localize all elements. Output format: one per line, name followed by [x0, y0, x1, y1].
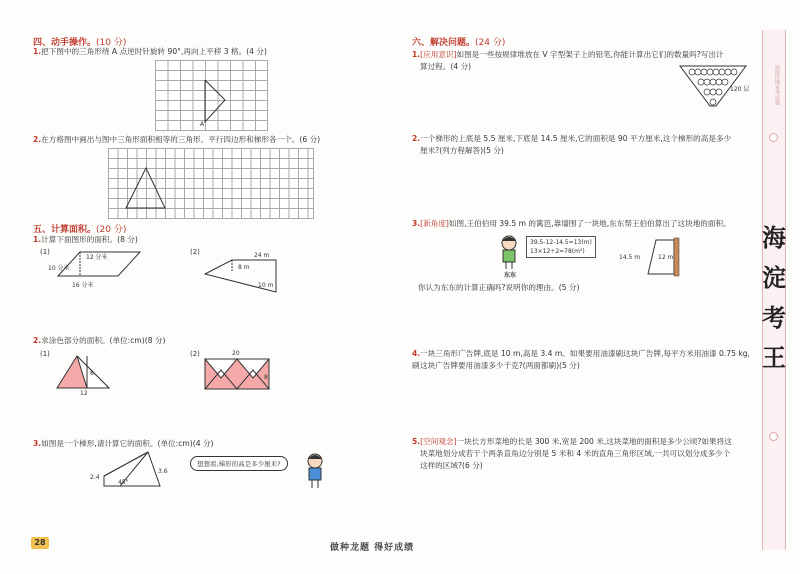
question-text: 如图是一些按规律堆放在 V 字型架子上的铅笔,你能计算出它们的数量吗?写出计 [456, 50, 724, 59]
question-6-2 [412, 133, 752, 145]
side-title-char: 考 [762, 303, 786, 332]
figure-label: (1) [40, 248, 50, 256]
section-number: 五、 [33, 225, 52, 235]
dimension-label: 10 m [258, 282, 274, 289]
calculation-line: 13×12÷2=78(m²) [530, 248, 585, 255]
question-text-cont: 这块广告牌要用油漆多少千克?(两面都刷)(5 分) [420, 361, 580, 370]
question-text: 把下图中的三角形绕 A 点逆时针旋转 90°,再向上平移 3 格。(4 分) [41, 47, 267, 56]
question-text: 如图,王伯伯用 39.5 m 的篱笆,靠墙围了一块地,东东帮王伯伯算出了这块地的面积。 [448, 219, 731, 228]
dimension-label: 20 [232, 350, 240, 357]
question-number: 2. [33, 135, 42, 144]
question-5-1 [33, 234, 138, 246]
section-title: 解决问题。 [430, 38, 476, 48]
question-text: 求涂色部分的面积。(单位:cm)(8 分) [41, 336, 166, 345]
trapezoid-problem-figure [100, 450, 164, 490]
character-name: 东东 [504, 272, 517, 279]
question-tag: [应用意识] [420, 50, 457, 59]
question-number: 5. [412, 437, 421, 446]
question-text-cont: 厘米?(列方程解答)(5 分) [420, 146, 504, 155]
area-triangle [108, 148, 315, 220]
question-number: 3. [33, 439, 42, 448]
dimension-label: 2.4 [90, 474, 100, 481]
section-score: (24 分) [475, 38, 506, 48]
question-tag: [新角度] [420, 219, 449, 228]
dimension-label: 24 m [254, 252, 270, 259]
figure-label: (2) [190, 350, 200, 358]
question-number: 2. [412, 134, 421, 143]
dimension-label: 10 分米 [48, 265, 70, 272]
question-number: 1. [33, 47, 42, 56]
question-4-2 [33, 134, 320, 146]
question-number: 3. [412, 219, 421, 228]
footer-slogan: 做种龙题 得好成绩 [330, 543, 415, 553]
question-text: 一块三角形广告牌,底是 10 m,高是 3.4 m。如果要用油漆刷这块广告牌,每平方米用油漆 0.75 kg,刷 [412, 349, 750, 370]
dimension-label: 12 m [658, 254, 674, 261]
dimension-label: 3.6 [158, 468, 168, 475]
rotation-triangle [155, 60, 269, 132]
section-6-heading [412, 35, 505, 48]
dimension-label: 16 分米 [72, 282, 94, 289]
side-title-char: 海 [762, 223, 786, 252]
figure-label: (1) [40, 350, 50, 358]
side-title-char: 淀 [762, 263, 786, 292]
question-text: 一个梯形的上底是 5.5 厘米,下底是 14.5 厘米,它的面积是 90 平方厘米,这个梯形的高是多少 [420, 134, 732, 143]
side-subtitle: 海淀区期末考试题 [774, 65, 780, 105]
section-score: (20 分) [96, 225, 127, 235]
trapezoid-figure [200, 252, 290, 298]
question-number: 1. [33, 235, 42, 244]
question-text: 一块长方形菜地的长是 300 米,宽是 200 米,这块菜地的面积是多少公顷?如果将这 [456, 437, 732, 446]
question-text-cont: 你认为东东的计算正确吗?说明你的理由。(5 分) [418, 283, 580, 292]
question-text: 在方格图中画出与图中三角形面积相等的三角形、平行四边形和梯形各一个。(6 分) [41, 135, 321, 144]
shaded-triangle-figure [55, 352, 115, 394]
page-number: 28 [31, 537, 49, 549]
question-5-2 [33, 335, 166, 347]
shaded-rectangle-figure [204, 358, 272, 392]
question-text: 计算下面图形的面积。(8 分) [41, 235, 138, 244]
decor-dot [769, 432, 778, 441]
rows-label: 120 层 [730, 86, 750, 93]
calculation-box [526, 236, 596, 258]
question-text-cont: 算过程。(4 分) [420, 62, 472, 71]
dongdong-cartoon-icon [498, 234, 520, 270]
question-tag: [空间观念] [420, 437, 457, 446]
section-number: 四、 [33, 38, 52, 48]
point-a-label: A [200, 121, 205, 128]
dimension-label: 14.5 m [619, 254, 641, 261]
question-4-1 [33, 46, 267, 58]
question-number: 2. [33, 336, 42, 345]
decor-dot [769, 133, 778, 142]
angle-label: 45° [118, 479, 129, 486]
section-title: 动手操作。 [51, 38, 97, 48]
question-number: 1. [412, 50, 421, 59]
section-number: 六、 [412, 38, 431, 48]
section-title: 计算面积。 [51, 225, 97, 235]
calculation-line: 39.5-12-14.5=13(m) [530, 239, 592, 246]
figure-label: (2) [190, 248, 200, 256]
section-score: (10 分) [96, 38, 127, 48]
dimension-label: 12 [80, 390, 88, 397]
question-text: 如图是一个梯形,请计算它的面积。(单位:cm)(4 分) [41, 439, 214, 448]
dimension-label: 8 [264, 374, 268, 381]
question-5-3 [33, 438, 214, 450]
dimension-label: 6 [90, 370, 94, 377]
question-text-cont: 块菜地划分成若干个两条直角边分别是 5 米和 4 米的直角三角形区域,一共可以划分成多少个 [420, 449, 731, 458]
student-cartoon-icon [304, 452, 326, 490]
question-6-1 [412, 49, 752, 61]
dimension-label: 12 分米 [86, 254, 108, 261]
question-6-5 [412, 436, 752, 448]
hint-bubble: 想想看,梯形的高是多少厘米? [190, 456, 288, 471]
dimension-label: 8 m [238, 264, 250, 271]
question-6-3 [412, 218, 752, 230]
side-title-char: 王 [762, 343, 786, 372]
question-text-cont: 这样的区域?(6 分) [420, 461, 483, 470]
question-number: 4. [412, 349, 421, 358]
